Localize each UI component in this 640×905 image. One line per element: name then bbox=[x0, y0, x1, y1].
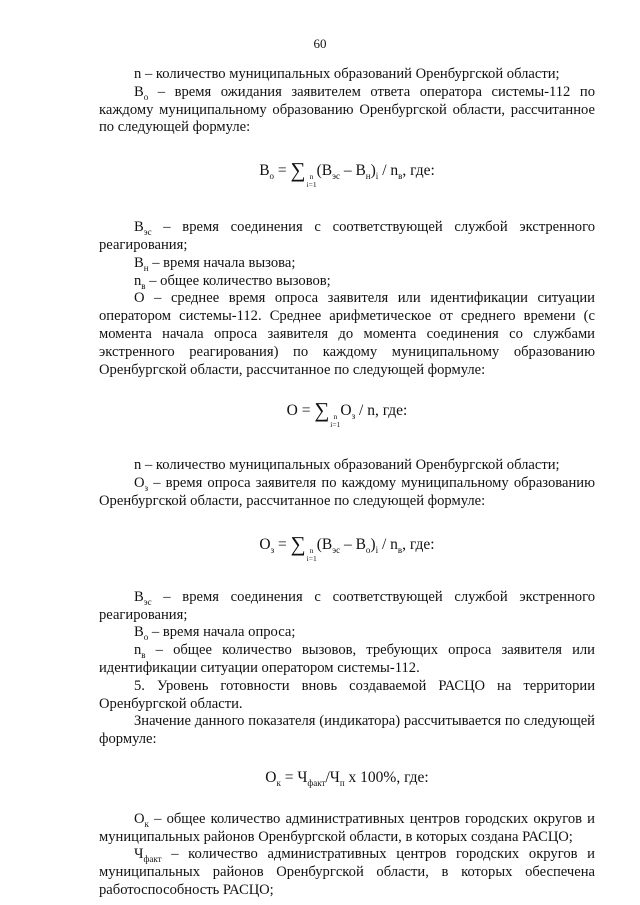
paragraph-ok-definition: $О_к$ – общее количество административных центров городских округов и муниципальных районов Оренбургской области, в которых создана РАСЦО; bbox=[99, 810, 595, 845]
formula-bo: $В_о$ = ∑ n i=1 $(В_{эс} - В_н)_i / n_в$, где: bbox=[259, 158, 435, 190]
paragraph-n-definition-2: n – количество муниципальных образований Оренбургской области; bbox=[134, 457, 560, 474]
formula-ok: $О_к = Ч_{факт}/Ч_п$ х 100%, где: bbox=[265, 768, 429, 789]
paragraph-bo-start-definition: $В_о$ – время начала опроса; bbox=[134, 624, 296, 643]
paragraph-bo-definition: $В_о$ – время ожидания заявителем ответа оператора системы-112 по каждому муниципальному образованию Оренбургской области, рассчитанное по следующей формуле: bbox=[99, 83, 595, 136]
paragraph-oz-definition: $О_з$ – время опроса заявителя по каждому муниципальному образованию Оренбургской области, рассчитанное по следующей формуле: bbox=[99, 475, 595, 509]
page-body bbox=[99, 66, 595, 900]
paragraph-bes-definition-2: $В_{эс}$ – время соединения с соответствующей службой экстренного реагирования; bbox=[99, 588, 595, 623]
paragraph-indicator-intro: Значение данного показателя (индикатора) рассчитывается по следующей формуле: bbox=[99, 713, 595, 748]
formula-oz: $О_з$ = ∑ n i=1 $(В_{эс} - В_о)_i / n_в$, где: bbox=[259, 531, 435, 563]
paragraph-section-5-heading: 5. Уровень готовности вновь создаваемой РАСЦО на территории Оренбургской области. bbox=[99, 677, 595, 712]
paragraph-nv-definition-1: $n_в$ – общее количество вызовов; bbox=[134, 272, 331, 291]
paragraph-bn-definition: $В_н$ – время начала вызова; bbox=[134, 254, 296, 273]
paragraph-bes-definition-1: $В_{эс}$ – время соединения с соответствующей службой экстренного реагирования; bbox=[99, 219, 595, 253]
paragraph-o-definition: О – среднее время опроса заявителя или идентификации ситуации оператором системы-112. Среднее арифметическое от среднего времени (с момента начала опроса заявителя до момента соединения со службами экстренного реагирования) по каждому муниципальному образованию Оренбургской области, рассчитанное по следующей формуле: bbox=[99, 290, 595, 378]
formula-o: О = ∑ n i=1 $О_з$ / n, где: bbox=[286, 398, 408, 430]
paragraph-n-definition-1: n – количество муниципальных образований Оренбургской области; bbox=[134, 66, 560, 82]
paragraph-nv-definition-2: $n_в$ – общее количество вызовов, требующих опроса заявителя или идентификации ситуации оператором системы-112. bbox=[99, 642, 595, 676]
page-number: 60 bbox=[313, 36, 327, 51]
paragraph-chfakt-definition: $Ч_{факт}$ – количество административных центров городских округов и муниципальных районов Оренбургской области, в которых обеспечена работоспособность РАСЦО; bbox=[99, 846, 595, 898]
